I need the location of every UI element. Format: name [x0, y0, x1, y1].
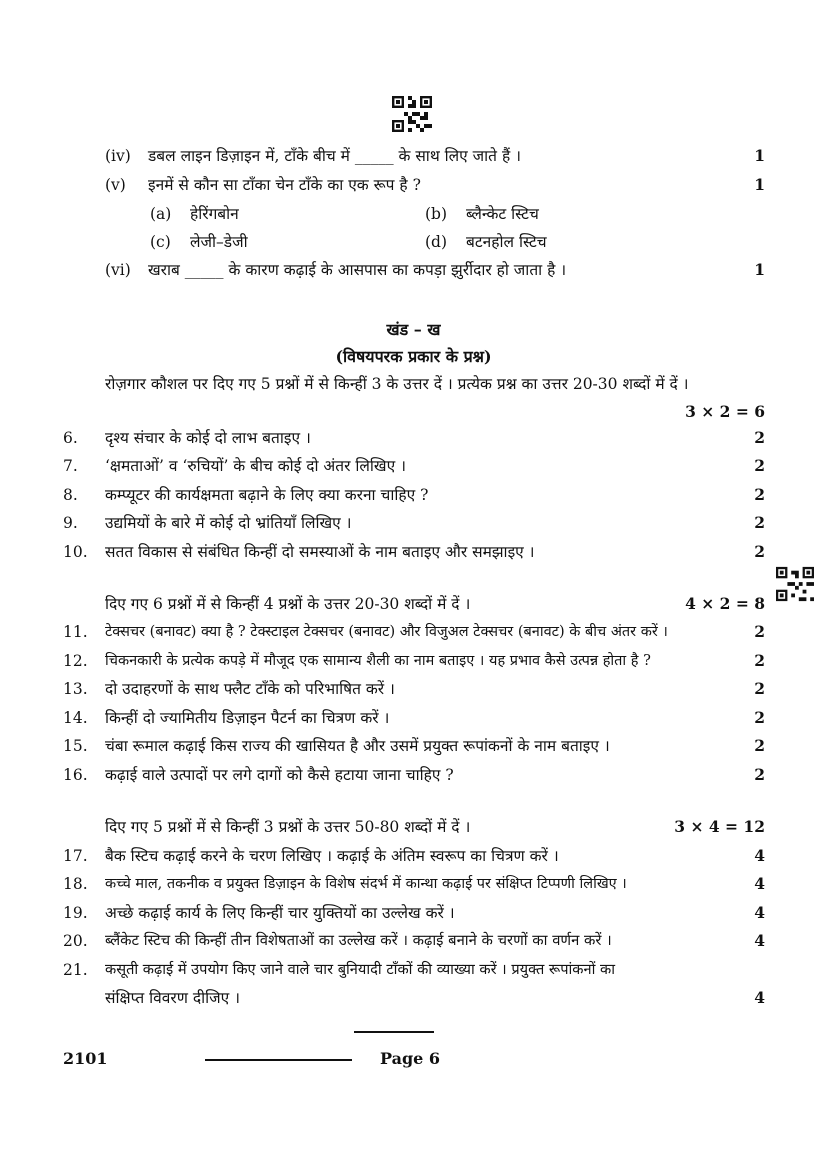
question-number: 6. — [63, 429, 78, 447]
question-text: कढ़ाई वाले उत्पादों पर लगे दागों को कैसे हटाया जाना चाहिए ? — [105, 766, 454, 784]
question-text: ब्लैंकेट स्टिच की किन्हीं तीन विशेषताओं का उल्लेख करें । कढ़ाई बनाने के चरणों का वर्णन करें । — [105, 932, 612, 949]
item-number: (iv) — [105, 147, 131, 165]
question-text: किन्हीं दो ज्यामितीय डिज़ाइन पैटर्न का चित्रण करें । — [105, 709, 390, 727]
question-marks: 4 — [754, 874, 765, 893]
question-text: अच्छे कढ़ाई कार्य के लिए किन्हीं चार युक्तियों का उल्लेख करें । — [105, 904, 455, 922]
question-number: 8. — [63, 486, 78, 504]
option-label: (c) — [150, 233, 171, 251]
paper-code: 2101 — [63, 1049, 108, 1068]
question-number: 16. — [63, 766, 88, 784]
option-text: हेरिंगबोन — [190, 205, 239, 223]
question-marks: 1 — [754, 146, 765, 165]
qr-code-icon — [776, 566, 814, 602]
question-marks: 2 — [754, 679, 765, 698]
question-marks: 4 — [754, 846, 765, 865]
question-text: टेक्सचर (बनावट) क्या है ? टेक्स्टाइल टेक्सचर (बनावट) और विजुअल टेक्सचर (बनावट) के बीच अंतर करें । — [105, 624, 668, 640]
section-subtitle: (विषयपरक प्रकार के प्रश्न) — [335, 347, 492, 366]
question-marks: 4 — [754, 931, 765, 950]
question-marks: 2 — [754, 513, 765, 532]
question-text: दृश्य संचार के कोई दो लाभ बताइए । — [105, 429, 311, 447]
question-marks: 2 — [754, 456, 765, 475]
question-number: 10. — [63, 543, 88, 561]
group-instruction: दिए गए 5 प्रश्नों में से किन्हीं 3 प्रश्नों के उत्तर 50-80 शब्दों में दें । — [105, 818, 471, 836]
question-number: 19. — [63, 904, 88, 922]
option-text: बटनहोल स्टिच — [466, 233, 547, 251]
question-text: कसूती कढ़ाई में उपयोग किए जाने वाले चार बुनियादी टाँकों की व्याख्या करें । प्रयुक्त रूपांकनों का — [105, 961, 616, 978]
question-number: 17. — [63, 847, 88, 865]
instruction-marks: 3 × 2 = 6 — [685, 402, 765, 421]
question-text: सतत विकास से संबंधित किन्हीं दो समस्याओं के नाम बताइए और समझाइए । — [105, 543, 535, 561]
question-text: उद्यमियों के बारे में कोई दो भ्रांतियाँ लिखिए । — [105, 514, 352, 532]
question-number: 9. — [63, 514, 78, 532]
question-text: चंबा रूमाल कढ़ाई किस राज्य की खासियत है और उसमें प्रयुक्त रूपांकनों के नाम बताइए । — [105, 737, 610, 755]
question-text-continued: संक्षिप्त विवरण दीजिए । — [105, 989, 240, 1007]
section-instruction: रोज़गार कौशल पर दिए गए 5 प्रश्नों में से किन्हीं 3 के उत्तर दें । प्रत्येक प्रश्न का उत्तर 20-30 शब्दों में दें । — [105, 375, 689, 393]
question-number: 7. — [63, 457, 78, 475]
question-marks: 2 — [754, 651, 765, 670]
option-label: (a) — [150, 205, 172, 223]
section-title: खंड – ख — [386, 320, 441, 339]
question-number: 21. — [63, 961, 88, 979]
question-marks: 2 — [754, 428, 765, 447]
question-marks: 2 — [754, 736, 765, 755]
option-label: (b) — [425, 205, 448, 223]
question-number: 18. — [63, 875, 88, 893]
question-text: डबल लाइन डिज़ाइन में, टाँके बीच में _____ के साथ लिए जाते हैं । — [148, 147, 521, 165]
question-number: 15. — [63, 737, 88, 755]
question-text: दो उदाहरणों के साथ फ्लैट टाँके को परिभाषित करें । — [105, 680, 395, 698]
page-number: Page 6 — [380, 1049, 441, 1068]
question-marks: 1 — [754, 175, 765, 194]
question-marks: 2 — [754, 485, 765, 504]
group-marks: 3 × 4 = 12 — [674, 817, 765, 836]
question-text: ‘क्षमताओं’ व ‘रुचियों’ के बीच कोई दो अंतर लिखिए । — [105, 457, 406, 475]
group-marks: 4 × 2 = 8 — [685, 594, 765, 613]
question-number: 11. — [63, 623, 88, 641]
question-text: चिकनकारी के प्रत्येक कपड़े में मौजूद एक सामान्य शैली का नाम बताइए । यह प्रभाव कैसे उत्पन्न होता है ? — [105, 653, 651, 669]
question-marks: 4 — [754, 988, 765, 1007]
question-marks: 1 — [754, 260, 765, 279]
question-number: 20. — [63, 932, 88, 950]
question-marks: 2 — [754, 708, 765, 727]
qr-code-icon — [392, 96, 432, 132]
item-number: (v) — [105, 176, 126, 194]
option-text: ब्लैन्केट स्टिच — [466, 205, 539, 223]
question-number: 14. — [63, 709, 88, 727]
question-text: कम्प्यूटर की कार्यक्षमता बढ़ाने के लिए क्या करना चाहिए ? — [105, 486, 429, 504]
option-text: लेजी–डेजी — [190, 233, 248, 251]
footer-rule — [205, 1059, 352, 1061]
question-marks: 2 — [754, 622, 765, 641]
question-number: 12. — [63, 652, 88, 670]
question-marks: 4 — [754, 903, 765, 922]
option-label: (d) — [425, 233, 448, 251]
question-marks: 2 — [754, 542, 765, 561]
question-text: खराब _____ के कारण कढ़ाई के आसपास का कपड़ा झुर्रीदार हो जाता है । — [148, 261, 567, 279]
group-instruction: दिए गए 6 प्रश्नों में से किन्हीं 4 प्रश्नों के उत्तर 20-30 शब्दों में दें । — [105, 595, 471, 613]
end-rule — [354, 1031, 434, 1033]
question-number: 13. — [63, 680, 88, 698]
item-number: (vi) — [105, 261, 131, 279]
question-text: कच्चे माल, तकनीक व प्रयुक्त डिज़ाइन के विशेष संदर्भ में कान्था कढ़ाई पर संक्षिप्त टिप्पणी लिखिए । — [105, 876, 627, 892]
question-marks: 2 — [754, 765, 765, 784]
question-text: बैक स्टिच कढ़ाई करने के चरण लिखिए । कढ़ाई के अंतिम स्वरूप का चित्रण करें । — [105, 847, 559, 865]
question-text: इनमें से कौन सा टाँका चेन टाँके का एक रूप है ? — [148, 176, 421, 194]
